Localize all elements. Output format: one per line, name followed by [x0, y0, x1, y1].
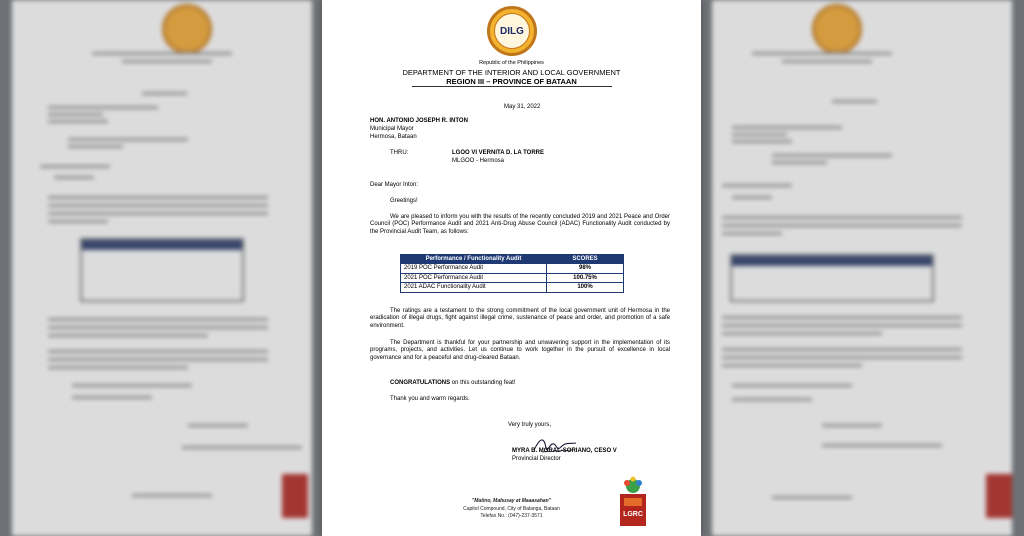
audit-score: 98%: [547, 264, 624, 274]
dilg-seal-blurred: [162, 4, 212, 54]
paragraph-thanks: The Department is thankful for your partnership and unwavering support in the implementation of its programs, projects, and activities. Let us continue to work together in the pursuit of excellence in local governance and for a peaceful and drug-cleared Bataan.: [370, 340, 670, 361]
thru-label: THRU:: [390, 150, 409, 156]
audit-scores-table: [400, 254, 624, 293]
table-header-audit: Performance / Functionality Audit: [401, 255, 547, 264]
table-row: [401, 283, 624, 293]
header-divider: [412, 86, 612, 87]
lgrc-logo-text: LGRC: [623, 511, 643, 518]
region-province: REGION III – PROVINCE OF BATAAN: [446, 77, 577, 86]
signoff: Very truly yours,: [508, 422, 552, 428]
dilg-seal: [487, 6, 537, 56]
congratulations-word: CONGRATULATIONS: [390, 380, 451, 386]
letter-date: May 31, 2022: [504, 104, 541, 110]
salutation: Dear Mayor Inton:: [370, 182, 419, 188]
closing-line: Thank you and warm regards.: [390, 396, 470, 402]
department-name: DEPARTMENT OF THE INTERIOR AND LOCAL GOVERNMENT: [402, 68, 621, 77]
greeting: Greetings!: [390, 198, 418, 204]
footer-motto: "Matino, Mahusay at Maaasahan": [471, 498, 552, 504]
background-letter-right: [712, 0, 1012, 536]
congratulations-line: [390, 380, 516, 387]
addressee-name: HON. ANTONIO JOSEPH R. INTON: [370, 118, 468, 124]
signatory-name: MYRA B. MORAL-SORIANO, CESO V: [512, 448, 617, 454]
thru-name: LGOO VI VERNITA D. LA TORRE: [452, 150, 545, 156]
republic-line: Republic of the Philippines: [479, 60, 544, 66]
dilg-seal-text: DILG: [494, 13, 530, 49]
audit-score: 100.75%: [547, 273, 624, 283]
paragraph-results: We are pleased to inform you with the results of the recently concluded 2019 and 2021 Peace and Order Council (POC) Performance Audit and 2021 Anti-Drug Abuse Council (ADAC) Functionality Audit conducted by the Provincial Audit Team, as follows:: [370, 214, 670, 235]
congratulations-rest: on this outstanding feat!: [450, 380, 516, 386]
addressee-title: Municipal Mayor: [370, 126, 414, 132]
audit-score: 100%: [547, 283, 624, 293]
lgrc-logo-icon: [618, 476, 648, 528]
dilg-seal-blurred: [812, 4, 862, 54]
footer-telefax: Telefax No.: (047)-237-3571: [480, 513, 543, 519]
background-letter-left: [12, 0, 312, 536]
signatory-title: Provincial Director: [512, 456, 561, 462]
audit-name: 2021 POC Performance Audit: [401, 273, 547, 283]
thru-title: MLGOO - Hermosa: [452, 158, 505, 164]
table-row: [401, 264, 624, 274]
paragraph-testament: The ratings are a testament to the strong commitment of the local government unit of Hermosa in the eradication of illegal drugs, fight against illegal crime, sustenance of peace and order, and promotion of a safe environment.: [370, 308, 670, 329]
table-header-row: [401, 255, 624, 264]
addressee-place: Hermosa, Bataan: [370, 134, 417, 140]
footer-address: Capitol Compound, City of Balanga, Bataan: [463, 506, 560, 512]
audit-name: 2019 POC Performance Audit: [401, 264, 547, 274]
letter-page: [322, 0, 701, 536]
table-header-scores: SCORES: [547, 255, 624, 264]
audit-name: 2021 ADAC Functionality Audit: [401, 283, 547, 293]
table-row: [401, 273, 624, 283]
